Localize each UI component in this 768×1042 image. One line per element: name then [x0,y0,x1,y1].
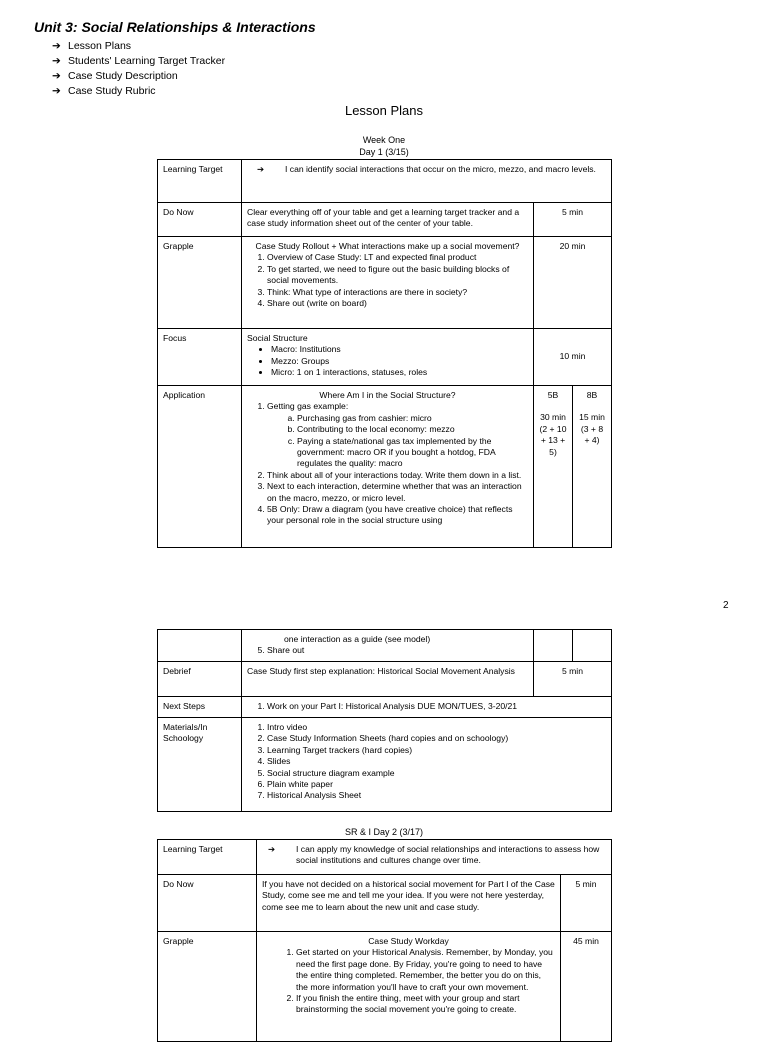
row-label: Debrief [158,662,242,697]
list-item: 1. Work on your Part I: Historical Analysis DUE MON/TUES, 3-20/21 [267,701,606,712]
table-row [158,160,612,203]
debrief-text: Case Study first step explanation: Historical Social Movement Analysis [242,662,534,697]
link-case-study-description[interactable] [52,69,225,84]
time-cell-5b [534,386,573,548]
focus-cell [242,329,534,386]
list-item: 2. Think about all of your interactions today. Write them down in a list. [267,470,528,481]
table-row [158,329,612,386]
link-label[interactable]: Students' Learning Target Tracker [68,55,226,67]
table-row [158,237,612,329]
link-lesson-plans[interactable] [52,39,225,54]
arrow-icon: ➔ [268,844,276,854]
day1-continuation-table [157,629,612,812]
grapple-list [262,947,555,1015]
sub-list-item: c. Paying a state/national gas tax implemented by the government: macro OR if you bought a hotdog, FDA regulates the quality: macro [297,436,528,470]
list-item: 1. Overview of Case Study: LT and expected final product [267,252,528,263]
table-row [158,932,612,1042]
time-cell-8b [573,386,612,548]
next-steps-cell [242,697,612,718]
list-item [267,401,528,469]
list-item: 1. Intro video [267,722,606,733]
grapple-cell [257,932,561,1042]
table-row [158,630,612,662]
list-item: 5. Share out [267,645,528,656]
day1-lesson-table [157,159,612,548]
unit-links-list [52,39,225,99]
empty-cell [534,630,573,662]
table-row [158,662,612,697]
materials-list [247,722,606,802]
list-item: 4. Share out (write on board) [267,298,528,309]
list-item: 3. Think: What type of interactions are there in society? [267,287,528,298]
arrow-icon: ➔ [52,70,61,82]
continuation-text: one interaction as a guide (see model) [284,634,431,644]
list-item: 4. 5B Only: Draw a diagram (you have creative choice) that reflects your personal role in the social structure using [267,504,528,527]
list-item: • Macro: Institutions [271,344,528,355]
row-label [158,630,242,662]
day2-lesson-table [157,839,612,1042]
time-cell: 5 min [534,662,612,697]
continuation-list [247,645,528,656]
row-label: Learning Target [158,840,257,875]
grapple-cell [242,237,534,329]
time-cell: 20 min [534,237,612,329]
list-item: 6. Plain white paper [267,779,606,790]
time-cell: 10 min [534,329,612,386]
sub-list-item: b. Contributing to the local economy: mezzo [297,424,528,435]
list-item: 2. To get started, we need to figure out the basic building blocks of social movements. [267,264,528,287]
link-label[interactable]: Lesson Plans [68,40,132,52]
row-label: Focus [158,329,242,386]
focus-title: Social Structure [247,333,308,343]
list-item: • Mezzo: Groups [271,356,528,367]
row-label: Do Now [158,203,242,237]
row-label: Materials/In Schoology [158,718,242,812]
week-label: Week One [362,135,406,145]
arrow-icon: ➔ [52,40,61,52]
time-cell: 5 min [561,875,612,932]
grapple-title: Case Study Rollout + What interactions make up a social movement? [255,241,520,251]
list-item-text: Getting gas example: [267,401,349,412]
link-learning-target-tracker[interactable] [52,54,225,69]
grapple-title: Case Study Workday [368,936,449,946]
list-item: 3. Learning Target trackers (hard copies) [267,745,606,756]
application-title: Where Am I in the Social Structure? [319,390,456,400]
learning-target-cell [257,840,612,875]
day2-label: SR & I Day 2 (3/17) [344,827,424,837]
lesson-plans-heading: Lesson Plans [344,103,424,118]
list-item: 5. Social structure diagram example [267,768,606,779]
list-item: 2. If you finish the entire thing, meet with your group and start brainstorming the social movement you're going to create. [296,993,555,1016]
next-steps-list [247,701,606,712]
row-label: Grapple [158,237,242,329]
list-item: • Micro: 1 on 1 interactions, statuses, roles [271,367,528,378]
unit-title: Unit 3: Social Relationships & Interactions [34,19,316,35]
link-label[interactable]: Case Study Description [68,70,178,82]
focus-bullets [247,344,528,378]
empty-cell [573,630,612,662]
list-item: 4. Slides [267,756,606,767]
table-row [158,203,612,237]
row-label: Grapple [158,932,257,1042]
application-list [247,401,528,526]
table-row [158,697,612,718]
learning-target-text: I can apply my knowledge of social relationships and interactions to assess how social institutions and cultures change over time. [296,844,600,866]
list-item: 2. Case Study Information Sheets (hard copies and on schoology) [267,733,606,744]
time-cell: 45 min [561,932,612,1042]
column-header-5b: 5B [547,390,559,400]
do-now-text: If you have not decided on a historical social movement for Part I of the Case Study, come see me and tell me your idea. If you were not here yesterday, come see me to learn about the new unit and case study. [257,875,561,932]
table-row [158,718,612,812]
continuation-cell [242,630,534,662]
table-row [158,386,612,548]
arrow-icon: ➔ [257,164,265,174]
time-cell: 5 min [534,203,612,237]
day-label: Day 1 (3/15) [359,147,409,157]
time-8b: 15 min (3 + 8 + 4) [579,412,605,446]
learning-target-text: I can identify social interactions that occur on the micro, mezzo, and macro levels. [285,164,596,174]
table-row [158,840,612,875]
table-row [158,875,612,932]
list-item: 3. Next to each interaction, determine whether that was an interaction on the macro, mezzo, or micro level. [267,481,528,504]
link-label[interactable]: Case Study Rubric [68,85,156,97]
list-item: 1. Get started on your Historical Analysis. Remember, by Monday, you need the first page done. By Friday, you're going to need to have the entire thing completed. Remember, the better you do on this, the more information you'll have to craft your own movement. [296,947,555,993]
time-5b: 30 min (2 + 10 + 13 + 5) [539,412,567,457]
row-label: Learning Target [158,160,242,203]
learning-target-cell [242,160,612,203]
materials-cell [242,718,612,812]
grapple-list [247,252,528,309]
sub-list [267,413,528,470]
list-item: 7. Historical Analysis Sheet [267,790,606,801]
page-number: 2 [723,600,729,611]
application-cell [242,386,534,548]
row-label: Application [158,386,242,548]
column-header-8b: 8B [586,390,598,400]
arrow-icon: ➔ [52,55,61,67]
row-label: Do Now [158,875,257,932]
do-now-text: Clear everything off of your table and get a learning target tracker and a case study information sheet out of the center of your table. [242,203,534,237]
row-label: Next Steps [158,697,242,718]
link-case-study-rubric[interactable] [52,84,225,99]
arrow-icon: ➔ [52,85,61,97]
sub-list-item: a. Purchasing gas from cashier: micro [297,413,528,424]
